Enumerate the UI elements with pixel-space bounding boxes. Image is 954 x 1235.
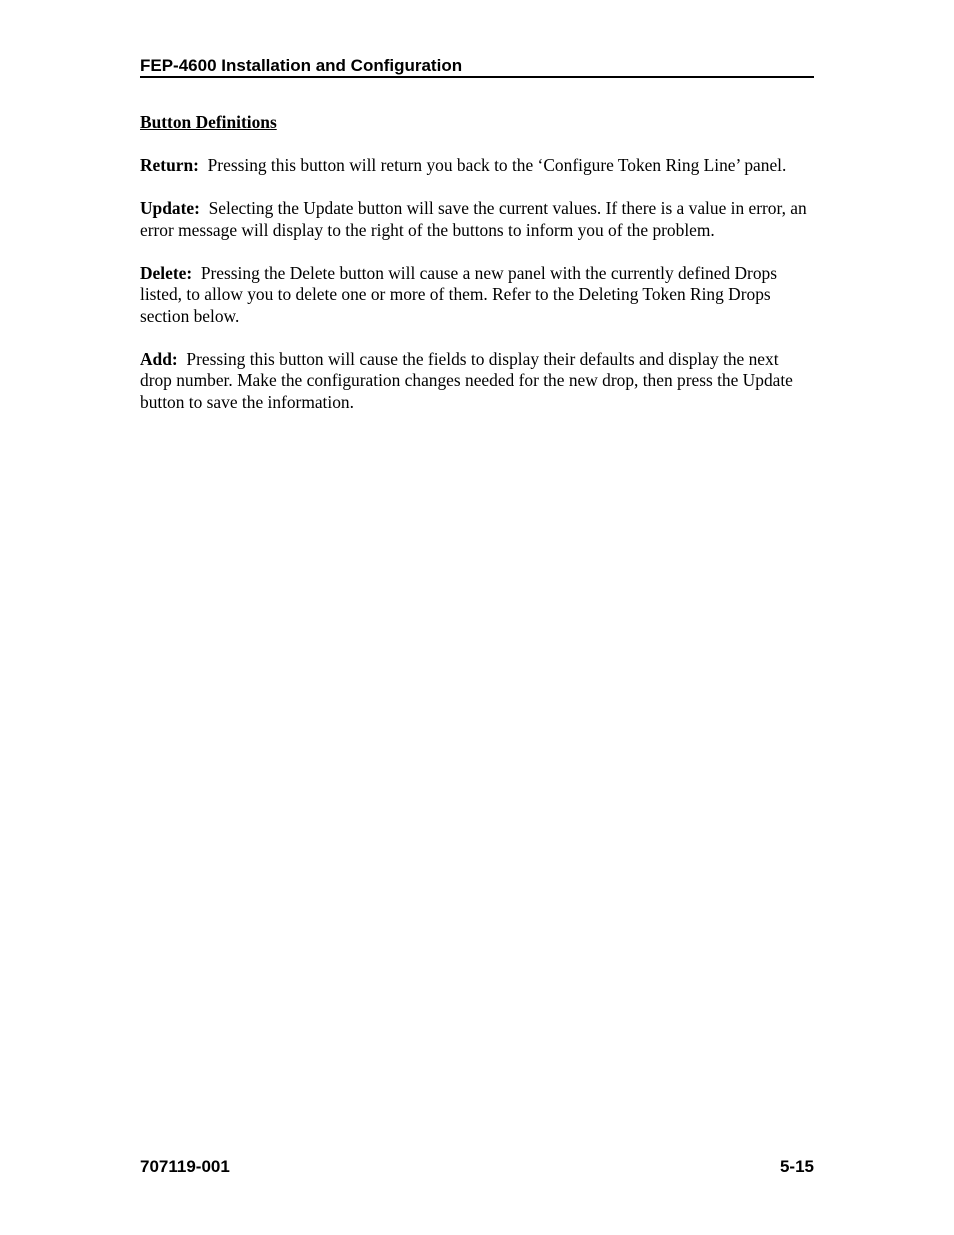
definition-update [140,198,814,241]
section-heading: Button Definitions [140,112,277,132]
definition-term: Return: [140,155,199,175]
definition-text: Pressing this button will return you back to the ‘Configure Token Ring Line’ panel. [207,155,787,175]
footer-doc-number: 707119-001 [140,1157,230,1176]
definition-term: Delete: [140,262,193,283]
definition-text: Selecting the Update button will save the current values. If there is a value in error, an error message will display to the right of the buttons to inform you of the problem. [140,198,807,240]
page-footer [140,1157,814,1177]
footer-page-number: 5-15 [779,1157,814,1176]
definition-term: Add: [140,348,178,369]
definition-delete [140,263,814,328]
definition-add [140,349,814,414]
page-content [140,112,814,435]
definition-text: Pressing the Delete button will cause a new panel with the currently defined Drops listed, to allow you to delete one or more of them. Refer to the Deleting Token Ring Drops section below. [140,262,777,326]
page-header [140,56,814,78]
definition-text: Pressing this button will cause the fields to display their defaults and display the next drop number. Make the configuration changes needed for the new drop, then press the Update button to save the information. [140,348,793,412]
header-title: FEP-4600 Installation and Configuration [140,56,463,75]
definition-term: Update: [140,198,200,218]
definition-return [140,155,814,177]
